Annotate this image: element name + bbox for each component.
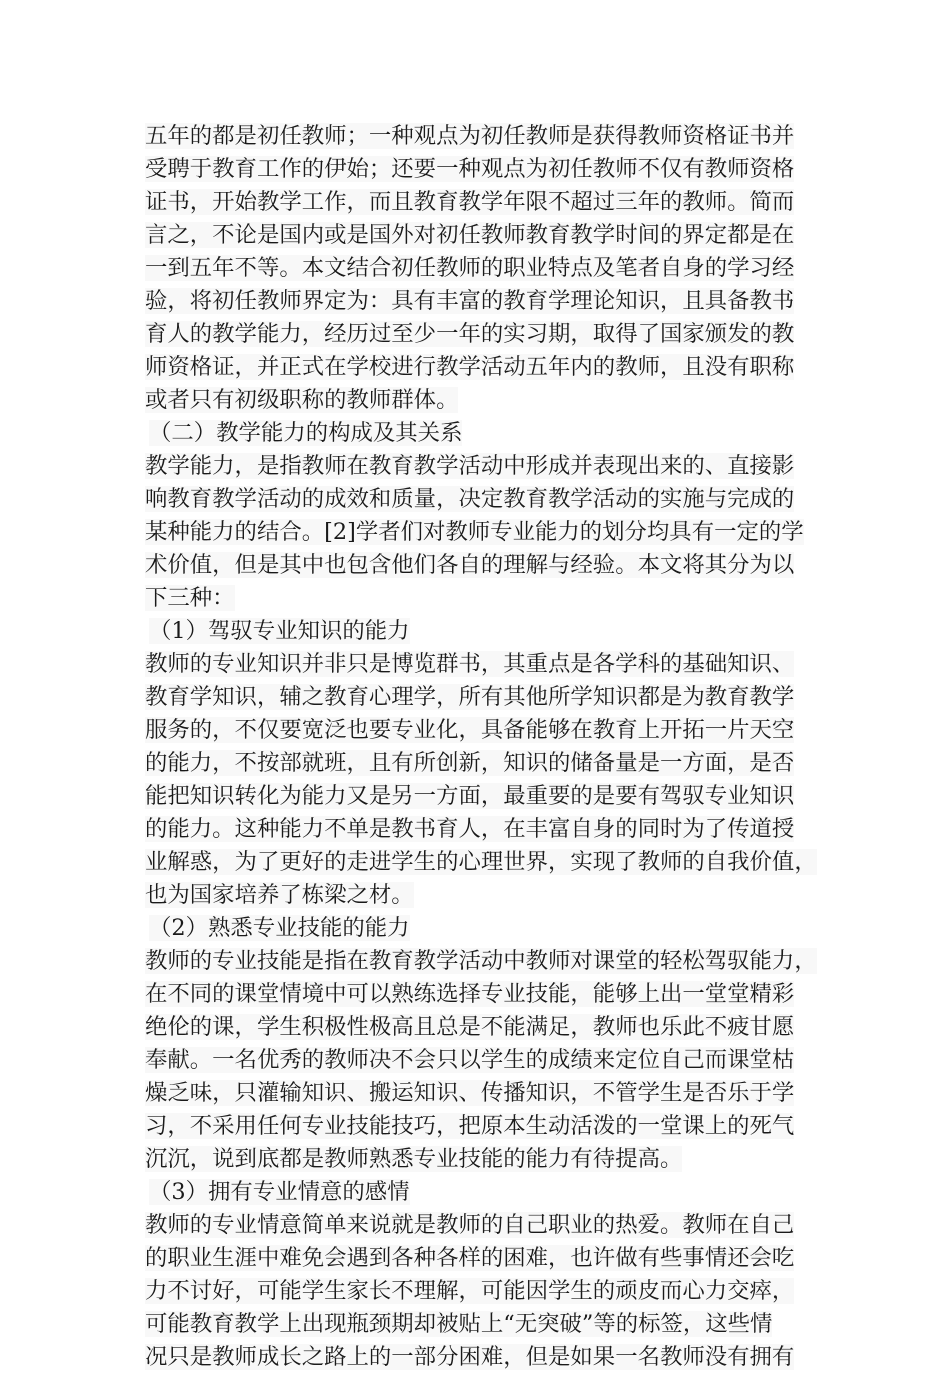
text-line: 证书，开始教学工作，而且教育教学年限不超过三年的教师。简而 [145, 189, 795, 215]
text-line: 五年的都是初任教师；一种观点为初任教师是获得教师资格证书并 [145, 123, 795, 149]
text-line: 绝伦的课，学生积极性极高且总是不能满足，教师也乐此不疲甘愿 [145, 1014, 795, 1040]
text-line: 师资格证，并正式在学校进行教学活动五年内的教师，且没有职称 [145, 354, 795, 380]
text-line: 下三种： [145, 585, 235, 611]
text-line: 的能力。这种能力不单是教书育人，在丰富自身的同时为了传道授 [145, 816, 795, 842]
text-line: 沉沉，说到底都是教师熟悉专业技能的能力有待提高。 [145, 1146, 683, 1172]
text-line: 或者只有初级职称的教师群体。 [145, 387, 459, 413]
text-line: 某种能力的结合。[2]学者们对教师专业能力的划分均具有一定的学 [145, 519, 804, 545]
text-line: 也为国家培养了栋梁之材。 [145, 882, 414, 908]
section-heading: （二）教学能力的构成及其关系 [149, 420, 463, 446]
text-line: 教育学知识，辅之教育心理学，所有其他所学知识都是为教育教学 [145, 684, 795, 710]
text-line: 教学能力，是指教师在教育教学活动中形成并表现出来的、直接影 [145, 453, 795, 479]
text-line: 教师的专业知识并非只是博览群书，其重点是各学科的基础知识、 [145, 651, 795, 677]
text-line: 教师的专业情意简单来说就是教师的自己职业的热爱。教师在自己 [145, 1212, 795, 1238]
text-line: 燥乏味，只灌输知识、搬运知识、传播知识，不管学生是否乐于学 [145, 1080, 795, 1106]
text-line: 能把知识转化为能力又是另一方面，最重要的是要有驾驭专业知识 [145, 783, 795, 809]
text-line: 言之，不论是国内或是国外对初任教师教育教学时间的界定都是在 [145, 222, 795, 248]
text-line: 教师的专业技能是指在教育教学活动中教师对课堂的轻松驾驭能力， [145, 948, 817, 974]
text-line: 受聘于教育工作的伊始；还要一种观点为初任教师不仅有教师资格 [145, 156, 795, 182]
text-line: 习，不采用任何专业技能技巧，把原本生动活泼的一堂课上的死气 [145, 1113, 795, 1139]
document-body [145, 120, 820, 1374]
subsection-heading: （3）拥有专业情意的感情 [149, 1179, 410, 1205]
text-line: 响教育教学活动的成效和质量，决定教育教学活动的实施与完成的 [145, 486, 795, 512]
text-line: 的职业生涯中难免会遇到各种各样的困难，也许做有些事情还会吃 [145, 1245, 795, 1271]
text-line: 验，将初任教师界定为：具有丰富的教育学理论知识，且具备教书 [145, 288, 795, 314]
text-line: 的能力，不按部就班，且有所创新，知识的储备量是一方面，是否 [145, 750, 795, 776]
subsection-heading: （2）熟悉专业技能的能力 [149, 915, 410, 941]
text-line: 术价值，但是其中也包含他们各自的理解与经验。本文将其分为以 [145, 552, 795, 578]
text-line: 奉献。一名优秀的教师决不会只以学生的成绩来定位自己而课堂枯 [145, 1047, 795, 1073]
text-line: 育人的教学能力，经历过至少一年的实习期，取得了国家颁发的教 [145, 321, 795, 347]
text-line: 服务的，不仅要宽泛也要专业化，具备能够在教育上开拓一片天空 [145, 717, 795, 743]
text-line: 可能教育教学上出现瓶颈期却被贴上“无突破”等的标签，这些情 [145, 1311, 773, 1337]
text-line: 业解惑，为了更好的走进学生的心理世界，实现了教师的自我价值， [145, 849, 817, 875]
text-line: 一到五年不等。本文结合初任教师的职业特点及笔者自身的学习经 [145, 255, 795, 281]
text-line: 在不同的课堂情境中可以熟练选择专业技能，能够上出一堂堂精彩 [145, 981, 795, 1007]
text-line: 力不讨好，可能学生家长不理解，可能因学生的顽皮而心力交瘁， [145, 1278, 795, 1304]
text-line: 况只是教师成长之路上的一部分困难，但是如果一名教师没有拥有 [145, 1344, 795, 1370]
subsection-heading: （1）驾驭专业知识的能力 [149, 618, 410, 644]
